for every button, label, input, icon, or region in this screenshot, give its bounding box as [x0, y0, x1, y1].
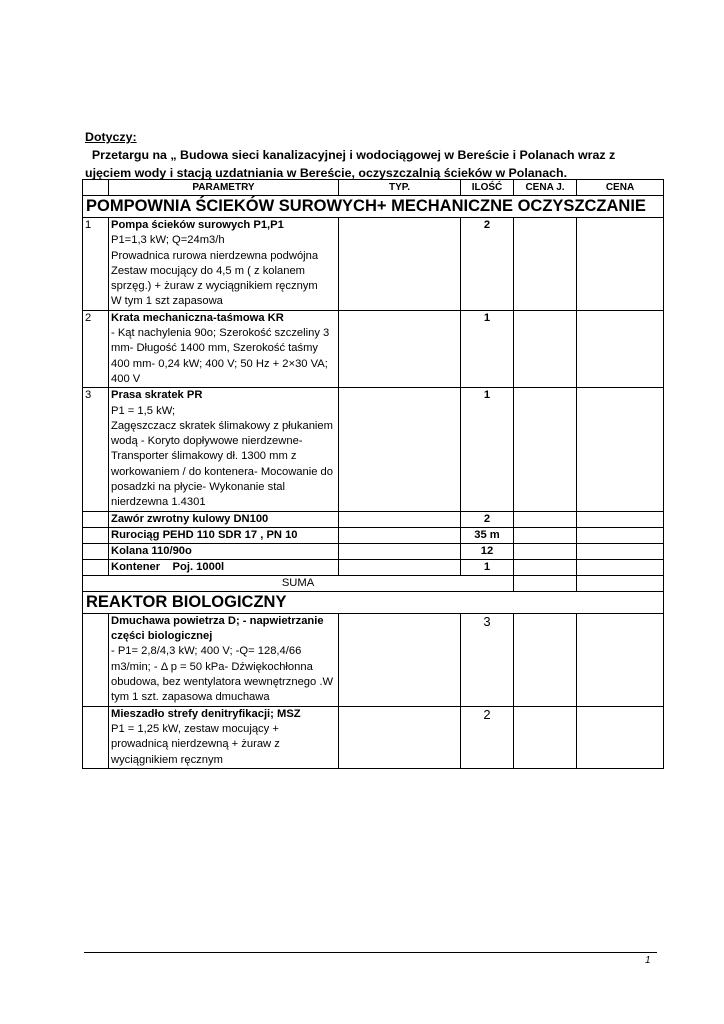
suma-value [577, 575, 664, 591]
item-qty: 2 [461, 706, 514, 768]
item-name: Dmuchawa powietrza D; - napwietrzanie [111, 614, 324, 627]
item-number: 2 [83, 310, 109, 387]
item-line: 400 V [111, 372, 141, 385]
item-qty: 1 [461, 388, 514, 511]
col-header-cena: CENA [577, 180, 664, 196]
item-unit-price [514, 613, 577, 706]
item-number: 3 [83, 388, 109, 511]
item-qty: 12 [461, 543, 514, 559]
section-title: POMPOWNIA ŚCIEKÓW SUROWYCH+ MECHANICZNE OCZYSZCZANIE [83, 196, 664, 218]
suma-row [83, 575, 664, 591]
table-row [83, 310, 664, 387]
item-price [577, 511, 664, 527]
item-name: Krata mechaniczna-taśmowa KR [111, 311, 284, 324]
item-unit-price [514, 388, 577, 511]
item-name: Kontener Poj. 1000l [109, 559, 339, 575]
item-price [577, 310, 664, 387]
item-price [577, 527, 664, 543]
table-row [83, 218, 664, 311]
item-price [577, 543, 664, 559]
item-line: W tym 1 szt zapasowa [111, 295, 223, 308]
item-qty: 2 [461, 218, 514, 311]
page-number: 1 [645, 955, 651, 966]
section-title: REAKTOR BIOLOGICZNY [83, 591, 664, 613]
heading-text-line2: ujęciem wody i stacją uzdatniania w Bereście, oczyszczalnią ścieków w Polanach. [85, 166, 568, 180]
item-line: m3/min; - Δ p = 50 kPa- Dźwiękochłonna [111, 660, 313, 673]
item-unit-price [514, 527, 577, 543]
item-number: 1 [83, 218, 109, 311]
item-name: Prasa skratek PR [111, 389, 203, 402]
heading-label: Dotyczy: [85, 130, 137, 144]
item-line: P1 = 1,5 kW; [111, 404, 176, 417]
item-line: - Kąt nachylenia 90o; Szerokość szczeliny 3 [111, 327, 330, 340]
section-row-pompownia [83, 196, 664, 218]
item-description [109, 613, 339, 706]
item-name: Pompa ścieków surowych P1,P1 [111, 219, 284, 231]
item-line: 400 mm- 0,24 kW; 400 V; 50 Hz + 2×30 VA; [111, 357, 328, 370]
item-line: P1 = 1,25 kW, zestaw mocujący + [111, 722, 279, 735]
item-typ [339, 559, 461, 575]
col-header-cena-j: CENA J. [514, 180, 577, 196]
item-price [577, 613, 664, 706]
item-number [83, 613, 109, 706]
table-row [83, 559, 664, 575]
item-line: sprzęg.) + żuraw z wyciągnikiem ręcznym [111, 280, 318, 293]
item-typ [339, 388, 461, 511]
item-description [109, 310, 339, 387]
item-typ [339, 613, 461, 706]
item-description [109, 218, 339, 311]
item-typ [339, 543, 461, 559]
item-number [83, 706, 109, 768]
item-qty: 2 [461, 511, 514, 527]
item-line: P1=1,3 kW; Q=24m3/h [111, 234, 225, 247]
item-number [83, 527, 109, 543]
item-line: - P1= 2,8/4,3 kW; 400 V; -Q= 128,4/66 [111, 645, 302, 658]
item-qty: 1 [461, 310, 514, 387]
item-qty: 35 m [461, 527, 514, 543]
item-number [83, 559, 109, 575]
item-typ [339, 511, 461, 527]
suma-label: SUMA [83, 575, 514, 591]
item-name: części biologicznej [111, 629, 213, 642]
table-row [83, 388, 664, 511]
item-name: Kolana 110/90o [109, 543, 339, 559]
item-line: wyciągnikiem ręcznym [111, 753, 223, 766]
footer-divider [84, 952, 657, 953]
item-name: Rurociąg PEHD 110 SDR 17 , PN 10 [109, 527, 339, 543]
item-qty: 1 [461, 559, 514, 575]
item-unit-price [514, 218, 577, 311]
table-row [83, 543, 664, 559]
item-line: posadzki na płycie- Wykonanie stal [111, 481, 286, 494]
item-line: nierdzewna 1.4301 [111, 496, 206, 509]
item-qty: 3 [461, 613, 514, 706]
item-price [577, 218, 664, 311]
item-line: Prowadnica rurowa nierdzewna podwójna [111, 249, 319, 262]
item-number [83, 511, 109, 527]
item-typ [339, 310, 461, 387]
item-line: tym 1 szt. zapasowa dmuchawa [111, 691, 270, 704]
item-line: wodą - Koryto dopływowe nierdzewne- [111, 435, 303, 448]
item-unit-price [514, 559, 577, 575]
item-typ [339, 527, 461, 543]
item-name: Mieszadło strefy denitryfikacji; MSZ [111, 707, 301, 720]
col-header-ilosc: ILOŚĆ [461, 180, 514, 196]
table-row [83, 527, 664, 543]
item-unit-price [514, 706, 577, 768]
suma-unit-price [514, 575, 577, 591]
col-header-typ: TYP. [339, 180, 461, 196]
item-name: Zawór zwrotny kulowy DN100 [109, 511, 339, 527]
item-number [83, 543, 109, 559]
col-header-parametry: PARAMETRY [109, 180, 339, 196]
item-line: mm- Długość 1400 mm, Szerokość taśmy [111, 342, 319, 355]
item-typ [339, 706, 461, 768]
item-line: Transporter ślimakowy dł. 1300 mm z [111, 450, 297, 463]
item-line: Zagęszczacz skratek ślimakowy z płukaniem [111, 419, 333, 432]
item-unit-price [514, 543, 577, 559]
item-unit-price [514, 310, 577, 387]
item-price [577, 559, 664, 575]
table-row [83, 706, 664, 768]
item-line: Zestaw mocujący do 4,5 m ( z kolanem [111, 264, 305, 277]
table-row [83, 511, 664, 527]
item-line: obudowa, bez wentylatora wewnętrznego .W [111, 675, 334, 688]
item-price [577, 388, 664, 511]
table-header-row [83, 180, 664, 196]
item-description [109, 388, 339, 511]
document-heading [85, 128, 665, 182]
item-line: prowadnicą nierdzewną + żuraw z [111, 738, 280, 751]
item-price [577, 706, 664, 768]
specification-table [82, 179, 664, 769]
col-header-no [83, 180, 109, 196]
item-line: workowaniem / do kontenera- Mocowanie do [111, 465, 334, 478]
heading-text-line1: Przetargu na „ Budowa sieci kanalizacyjnej i wodociągowej w Bereście i Polanach wraz z [85, 148, 616, 162]
section-row-reaktor [83, 591, 664, 613]
item-typ [339, 218, 461, 311]
item-description [109, 706, 339, 768]
item-unit-price [514, 511, 577, 527]
table-row [83, 613, 664, 706]
